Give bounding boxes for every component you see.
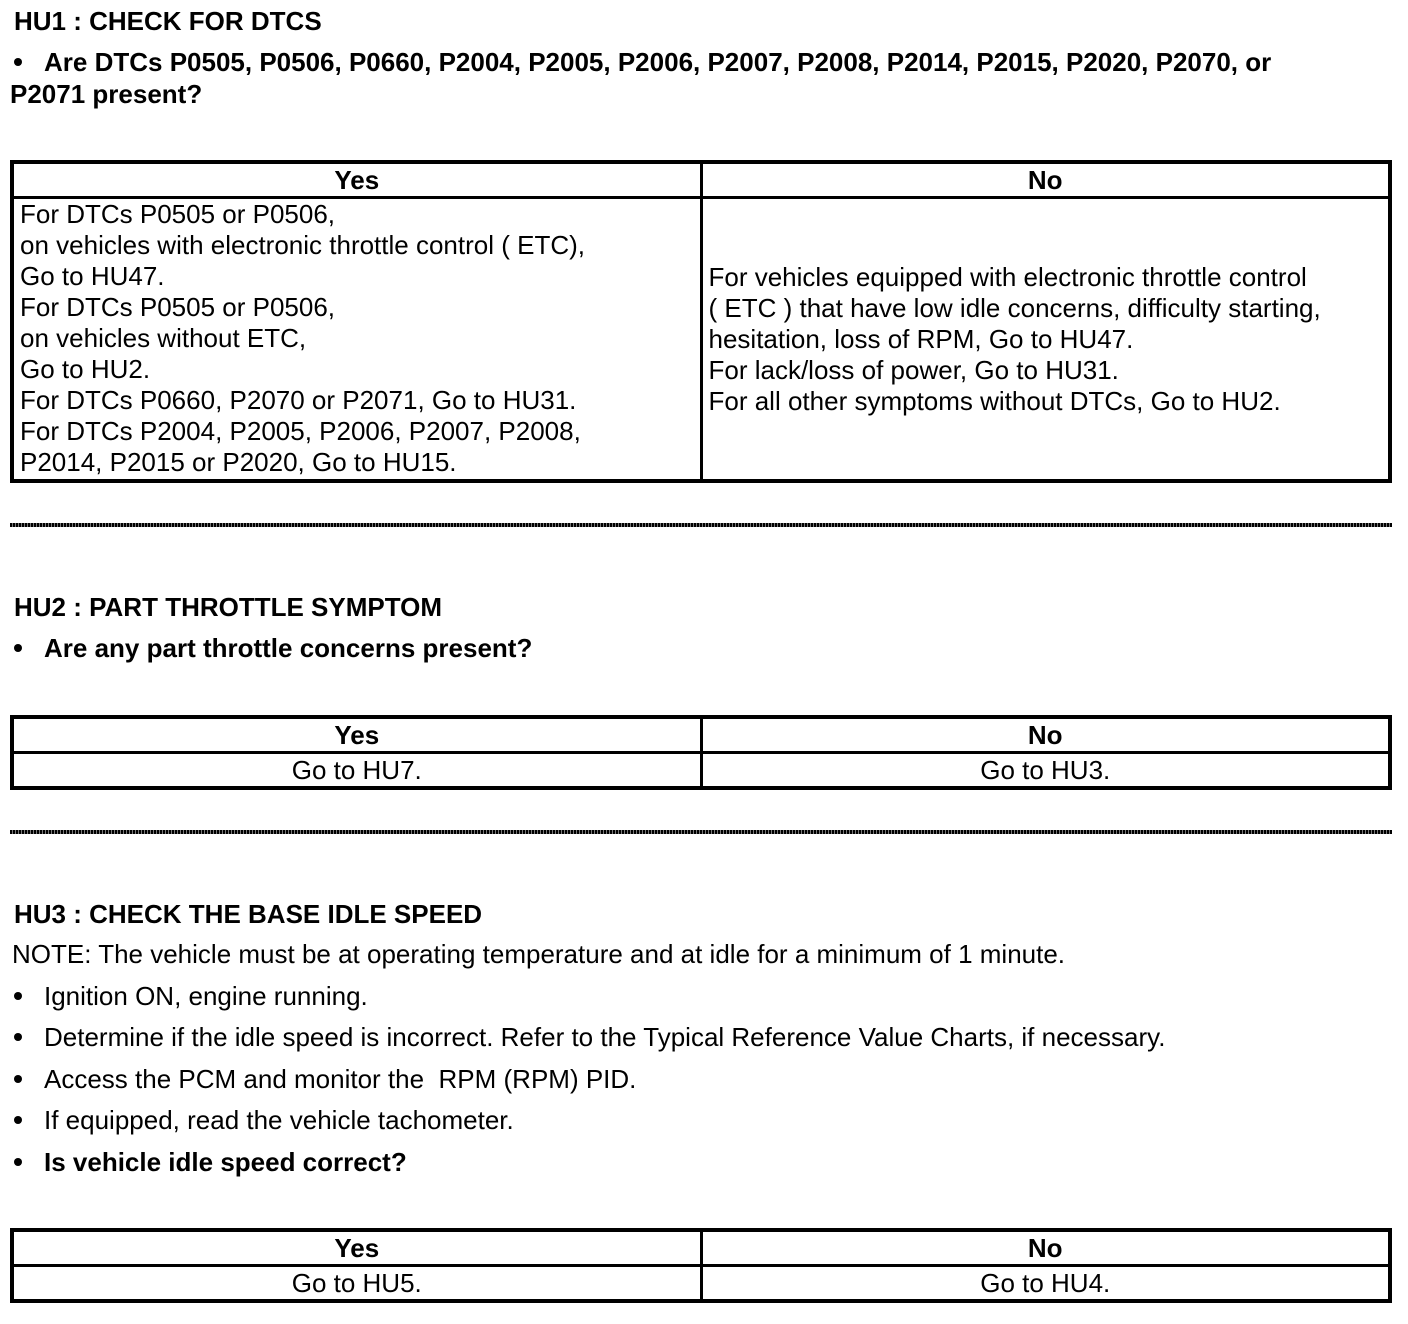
no-header: No <box>701 717 1390 753</box>
hu3-title: HU3 : CHECK THE BASE IDLE SPEED <box>14 899 483 929</box>
bullet-icon <box>14 1158 22 1166</box>
no-line: For vehicles equipped with electronic throttle control <box>708 261 1307 292</box>
hu1-title: HU1 : CHECK FOR DTCS <box>14 6 322 36</box>
yes-line: on vehicles with electronic throttle control ( ETC), <box>20 230 585 260</box>
yes-header: Yes <box>12 162 701 198</box>
bullet-icon <box>14 992 22 1000</box>
bullet-icon <box>14 1075 22 1083</box>
hu2-title: HU2 : PART THROTTLE SYMPTOM <box>14 592 443 622</box>
hu3-step-text: Determine if the idle speed is incorrect. Refer to the Typical Reference Value Charts, if necessary. <box>44 1022 1166 1052</box>
yes-line: For DTCs P0505 or P0506, <box>20 292 336 322</box>
section-divider <box>10 523 1392 527</box>
table-header-row <box>12 717 1390 753</box>
yes-line: Go to HU47. <box>20 261 165 291</box>
hu3-step-text: If equipped, read the vehicle tachometer. <box>44 1105 514 1135</box>
hu3-step <box>10 1063 636 1095</box>
yes-line: For DTCs P0660, P2070 or P2071, Go to HU31. <box>20 385 577 415</box>
yes-header: Yes <box>12 717 701 753</box>
no-line: For lack/loss of power, Go to HU31. <box>708 354 1119 385</box>
hu1-decision-table <box>10 160 1392 483</box>
no-line: For all other symptoms without DTCs, Go to HU2. <box>708 385 1281 416</box>
table-header-row <box>12 1230 1390 1266</box>
hu3-yes-cell: Go to HU5. <box>12 1266 701 1302</box>
bullet-icon <box>14 644 22 652</box>
hu1-question-line1: Are DTCs P0505, P0506, P0660, P2004, P2005, P2006, P2007, P2008, P2014, P2015, P2020, P2070, or <box>44 47 1272 77</box>
hu3-question <box>10 1146 407 1178</box>
hu3-step-text: Ignition ON, engine running. <box>44 981 368 1011</box>
hu2-yes-cell: Go to HU7. <box>12 753 701 789</box>
hu3-step <box>10 1104 514 1136</box>
yes-line: on vehicles without ETC, <box>20 323 307 353</box>
hu3-no-cell: Go to HU4. <box>701 1266 1390 1302</box>
no-header: No <box>701 162 1390 198</box>
yes-line: For DTCs P2004, P2005, P2006, P2007, P2008, <box>20 416 581 446</box>
hu3-decision-table <box>10 1228 1392 1303</box>
hu3-question-text: Is vehicle idle speed correct? <box>44 1147 407 1177</box>
hu2-decision-table <box>10 715 1392 790</box>
hu3-step <box>10 980 368 1012</box>
hu2-question-text: Are any part throttle concerns present? <box>44 633 533 663</box>
no-line: hesitation, loss of RPM, Go to HU47. <box>708 323 1134 354</box>
no-line: ( ETC ) that have low idle concerns, difficulty starting, <box>708 292 1321 323</box>
table-header-row <box>12 162 1390 198</box>
hu1-yes-cell <box>12 198 701 482</box>
no-header: No <box>701 1230 1390 1266</box>
yes-header: Yes <box>12 1230 701 1266</box>
hu1-question-line2: P2071 present? <box>10 79 203 109</box>
bullet-icon <box>14 1116 22 1124</box>
hu3-note: NOTE: The vehicle must be at operating temperature and at idle for a minimum of 1 minute. <box>12 939 1066 969</box>
table-row <box>12 753 1390 789</box>
yes-line: P2014, P2015 or P2020, Go to HU15. <box>20 447 457 477</box>
hu3-step-text: Access the PCM and monitor the RPM (RPM) PID. <box>44 1064 637 1094</box>
hu1-question <box>10 46 1390 78</box>
yes-line: Go to HU2. <box>20 354 151 384</box>
hu3-step <box>10 1021 1165 1053</box>
section-divider <box>10 830 1392 834</box>
table-row <box>12 1266 1390 1302</box>
yes-line: For DTCs P0505 or P0506, <box>20 199 336 229</box>
hu2-no-cell: Go to HU3. <box>701 753 1390 789</box>
hu2-question <box>10 632 532 664</box>
bullet-icon <box>14 1033 22 1041</box>
bullet-icon <box>14 58 22 66</box>
hu1-no-cell <box>701 198 1390 482</box>
table-row <box>12 198 1390 482</box>
